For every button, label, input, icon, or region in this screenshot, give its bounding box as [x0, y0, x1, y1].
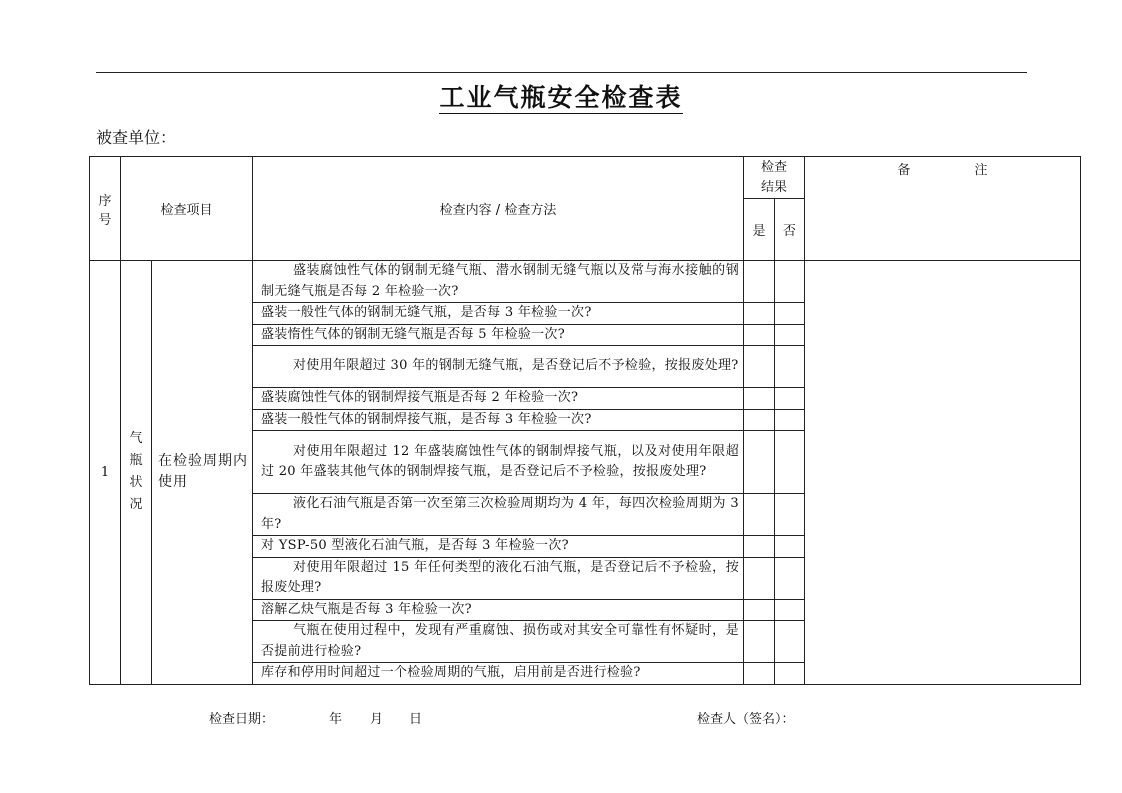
check-item-text: 溶解乙炔气瓶是否每 3 年检验一次? — [253, 599, 744, 621]
result-yes-cell[interactable] — [744, 599, 775, 621]
table-row — [90, 261, 1081, 303]
result-yes-cell[interactable] — [744, 557, 775, 599]
result-no-cell[interactable] — [775, 388, 805, 410]
date-day-label: 日 — [409, 712, 423, 727]
check-item-text: 对使用年限超过 12 年盛装腐蚀性气体的钢制焊接气瓶，以及对使用年限超过 20 年盛装其他气体的钢制焊接气瓶，是否登记后不予检验，按报废处理? — [253, 431, 744, 494]
result-no-cell[interactable] — [775, 663, 805, 685]
header-no: 否 — [775, 199, 805, 261]
result-yes-cell[interactable] — [744, 261, 775, 303]
check-item-text: 盛装腐蚀性气体的钢制焊接气瓶是否每 2 年检验一次? — [253, 388, 744, 410]
result-yes-cell[interactable] — [744, 346, 775, 388]
result-no-cell[interactable] — [775, 621, 805, 663]
row-seq: 1 — [90, 261, 121, 685]
result-no-cell[interactable] — [775, 599, 805, 621]
page-title: 工业气瓶安全检查表 — [439, 83, 683, 112]
inspection-date-label: 检查日期： — [209, 712, 275, 727]
result-no-cell[interactable] — [775, 431, 805, 494]
check-item-text: 盛装一般性气体的钢制无缝气瓶，是否每 3 年检验一次? — [253, 303, 744, 325]
result-yes-cell[interactable] — [744, 388, 775, 410]
result-no-cell[interactable] — [775, 557, 805, 599]
row-category: 气 瓶 状 况 — [121, 261, 152, 685]
result-yes-cell[interactable] — [744, 303, 775, 325]
check-item-text: 盛装惰性气体的钢制无缝气瓶是否每 5 年检验一次? — [253, 324, 744, 346]
inspector-signature-label: 检查人（签名）： — [697, 712, 795, 727]
date-month-label: 月 — [370, 712, 384, 727]
date-year-label: 年 — [329, 712, 343, 727]
result-no-cell[interactable] — [775, 536, 805, 558]
result-no-cell[interactable] — [775, 494, 805, 536]
header-remark: 备 注 — [805, 157, 1081, 261]
inspection-table — [89, 156, 1081, 685]
check-item-text: 对使用年限超过 15 年任何类型的液化石油气瓶，是否登记后不予检验，按报废处理? — [253, 557, 744, 599]
check-item-text: 对使用年限超过 30 年的钢制无缝气瓶，是否登记后不予检验，按报废处理? — [253, 346, 744, 388]
result-no-cell[interactable] — [775, 346, 805, 388]
result-no-cell[interactable] — [775, 409, 805, 431]
result-no-cell[interactable] — [775, 324, 805, 346]
result-yes-cell[interactable] — [744, 621, 775, 663]
header-item: 检查项目 — [121, 157, 253, 261]
result-yes-cell[interactable] — [744, 324, 775, 346]
result-yes-cell[interactable] — [744, 431, 775, 494]
check-item-text: 液化石油气瓶是否第一次至第三次检验周期均为 4 年，每四次检验周期为 3 年? — [253, 494, 744, 536]
result-yes-cell[interactable] — [744, 536, 775, 558]
top-rule — [96, 72, 1027, 73]
result-no-cell[interactable] — [775, 261, 805, 303]
inspected-unit-label: 被查单位： — [96, 128, 177, 147]
result-yes-cell[interactable] — [744, 494, 775, 536]
remark-cell[interactable] — [805, 261, 1081, 685]
check-item-text: 盛装腐蚀性气体的钢制无缝气瓶、潜水钢制无缝气瓶以及常与海水接触的钢制无缝气瓶是否每 2 年检验一次? — [253, 261, 744, 303]
check-item-text: 对 YSP-50 型液化石油气瓶，是否每 3 年检验一次? — [253, 536, 744, 558]
header-yes: 是 — [744, 199, 775, 261]
header-content: 检查内容 / 检查方法 — [253, 157, 744, 261]
check-item-text: 库存和停用时间超过一个检验周期的气瓶，启用前是否进行检验? — [253, 663, 744, 685]
result-yes-cell[interactable] — [744, 409, 775, 431]
header-seq: 序 号 — [90, 157, 121, 261]
header-result: 检查 结果 — [744, 157, 805, 199]
result-no-cell[interactable] — [775, 303, 805, 325]
check-item-text: 气瓶在使用过程中，发现有严重腐蚀、损伤或对其安全可靠性有怀疑时，是否提前进行检验? — [253, 621, 744, 663]
row-subcategory: 在检验周期内使用 — [152, 261, 253, 685]
check-item-text: 盛装一般性气体的钢制焊接气瓶，是否每 3 年检验一次? — [253, 409, 744, 431]
result-yes-cell[interactable] — [744, 663, 775, 685]
